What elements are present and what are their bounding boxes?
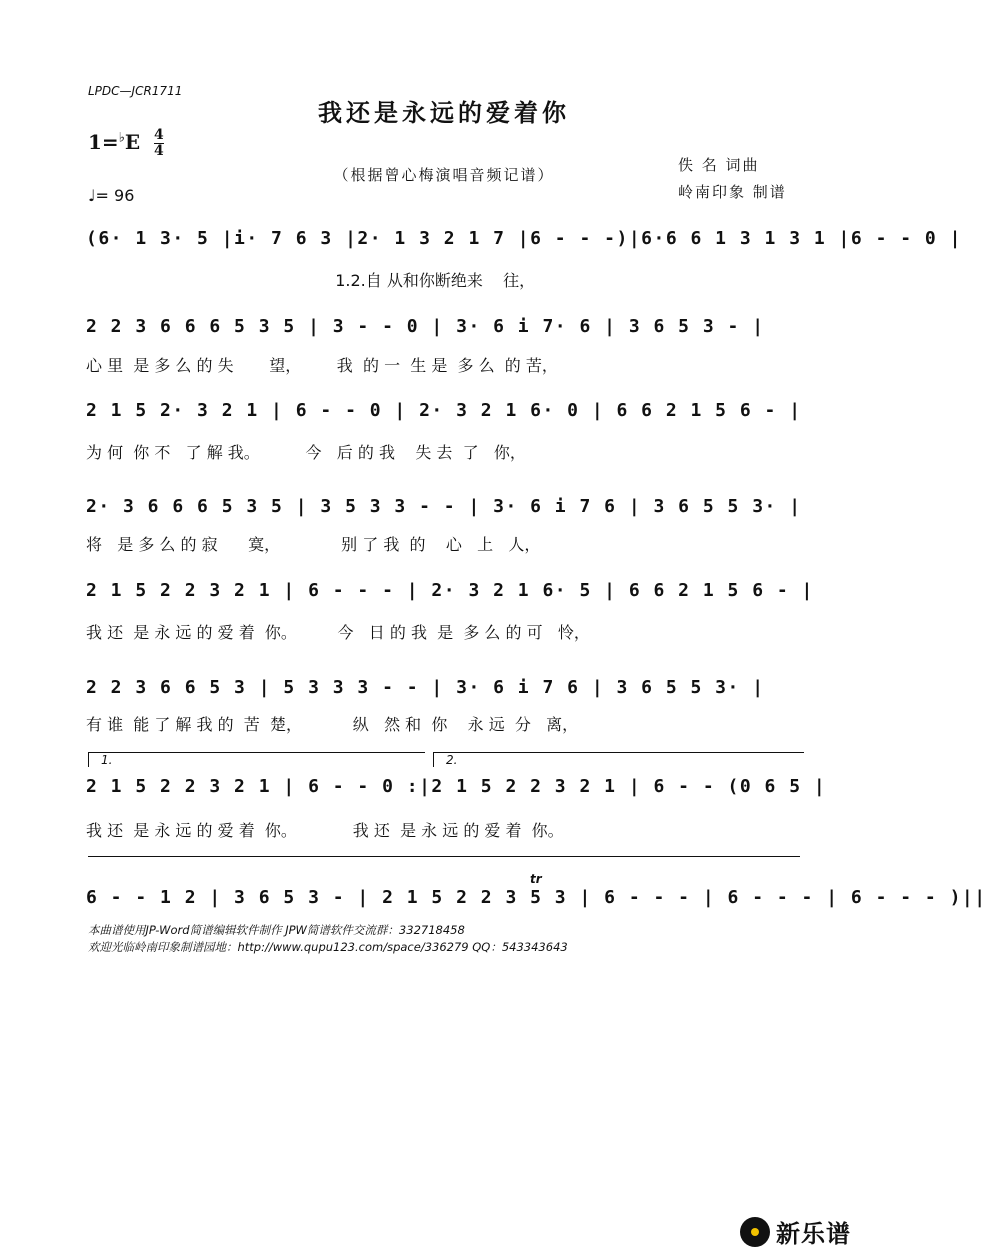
trill-mark: tr xyxy=(530,872,542,886)
time-bottom: 4 xyxy=(154,143,164,159)
system-8-bracket xyxy=(88,856,800,869)
footer-website-note: 欢迎光临岭南印象制谱园地：http://www.qupu123.com/space/336279 QQ：543343643 xyxy=(88,940,568,954)
flat-symbol: ♭ xyxy=(118,130,125,146)
logo-text: 新乐谱 xyxy=(776,1220,851,1248)
footer-software-note: 本曲谱使用JP-Word简谱编辑软件制作 JPW简谱软件交流群：332718458 xyxy=(88,923,465,937)
time-top: 4 xyxy=(154,127,164,143)
lyric-line-4: 将 是 多 么 的 寂 寞， 别 了 我 的 心 上 人， xyxy=(86,535,541,554)
volta-1-label: 1. xyxy=(101,753,113,767)
credit-transcriber: 岭南印象 制谱 xyxy=(678,183,787,201)
time-signature xyxy=(154,128,164,159)
notation-line-3: 2 1 5 2· 3 2 1 | 6 - - 0 | 2· 3 2 1 6· 0 | 6 6 2 1 5 6 - | xyxy=(86,400,802,421)
key-prefix: 1= xyxy=(88,130,119,154)
site-logo xyxy=(740,1214,851,1249)
notation-line-7: 2 1 5 2 2 3 2 1 | 6 - - 0 :|2 1 5 2 2 3 2 1 | 6 - - (0 6 5 | xyxy=(86,776,827,797)
notation-line-2: 2 2 3 6 6 6 5 3 5 | 3 - - 0 | 3· 6 i 7· 6 | 3 6 5 3 - | xyxy=(86,316,765,337)
song-title: 我还是永远的爱着你 xyxy=(318,98,570,127)
key-signature xyxy=(88,130,140,154)
lyric-line-5: 我 还 是 永 远 的 爱 着 你。 今 日 的 我 是 多 么 的 可 怜， xyxy=(86,623,590,642)
lyric-line-1: 1.2.自 从和你断绝来 往， xyxy=(86,271,536,290)
volta-second-ending xyxy=(433,752,804,767)
tempo-value: = 96 xyxy=(95,186,135,205)
notation-line-4: 2· 3 6 6 6 5 3 5 | 3 5 3 3 - - | 3· 6 i 7 6 | 3 6 5 5 3· | xyxy=(86,496,802,517)
record-disc-icon xyxy=(740,1217,770,1247)
credit-lyrics-music: 佚 名 词曲 xyxy=(678,156,760,174)
notation-line-5: 2 1 5 2 2 3 2 1 | 6 - - - | 2· 3 2 1 6· 5 | 6 6 2 1 5 6 - | xyxy=(86,580,814,601)
quarter-note-icon: ♩ xyxy=(88,186,96,205)
volta-first-ending xyxy=(88,752,425,767)
notation-line-1: (6· 1 3· 5 |i· 7 6 3 |2· 1 3 2 1 7 |6 - - -)|6·6 6 1 3 1 3 1 |6 - - 0 | xyxy=(86,228,962,249)
volta-2-label: 2. xyxy=(446,753,458,767)
lyric-line-2: 心 里 是 多 么 的 失 望， 我 的 一 生 是 多 么 的 苦， xyxy=(86,356,558,375)
subtitle: （根据曾心梅演唱音频记谱） xyxy=(333,166,555,184)
notation-line-8: 6 - - 1 2 | 3 6 5 3 - | 2 1 5 2 2 3 5 3 | 6 - - - | 6 - - - | 6 - - - )|| xyxy=(86,887,987,908)
tempo-marking xyxy=(88,186,134,205)
score-code: LPDC—JCR1711 xyxy=(88,84,183,98)
lyric-line-6: 有 谁 能 了 解 我 的 苦 楚， 纵 然 和 你 永 远 分 离， xyxy=(86,715,579,734)
key-note: E xyxy=(124,130,141,154)
lyric-line-3: 为 何 你 不 了 解 我。 今 后 的 我 失 去 了 你， xyxy=(86,443,526,462)
notation-line-6: 2 2 3 6 6 5 3 | 5 3 3 3 - - | 3· 6 i 7 6 | 3 6 5 5 3· | xyxy=(86,677,765,698)
lyric-line-7: 我 还 是 永 远 的 爱 着 你。 我 还 是 永 远 的 爱 着 你。 xyxy=(86,821,564,840)
